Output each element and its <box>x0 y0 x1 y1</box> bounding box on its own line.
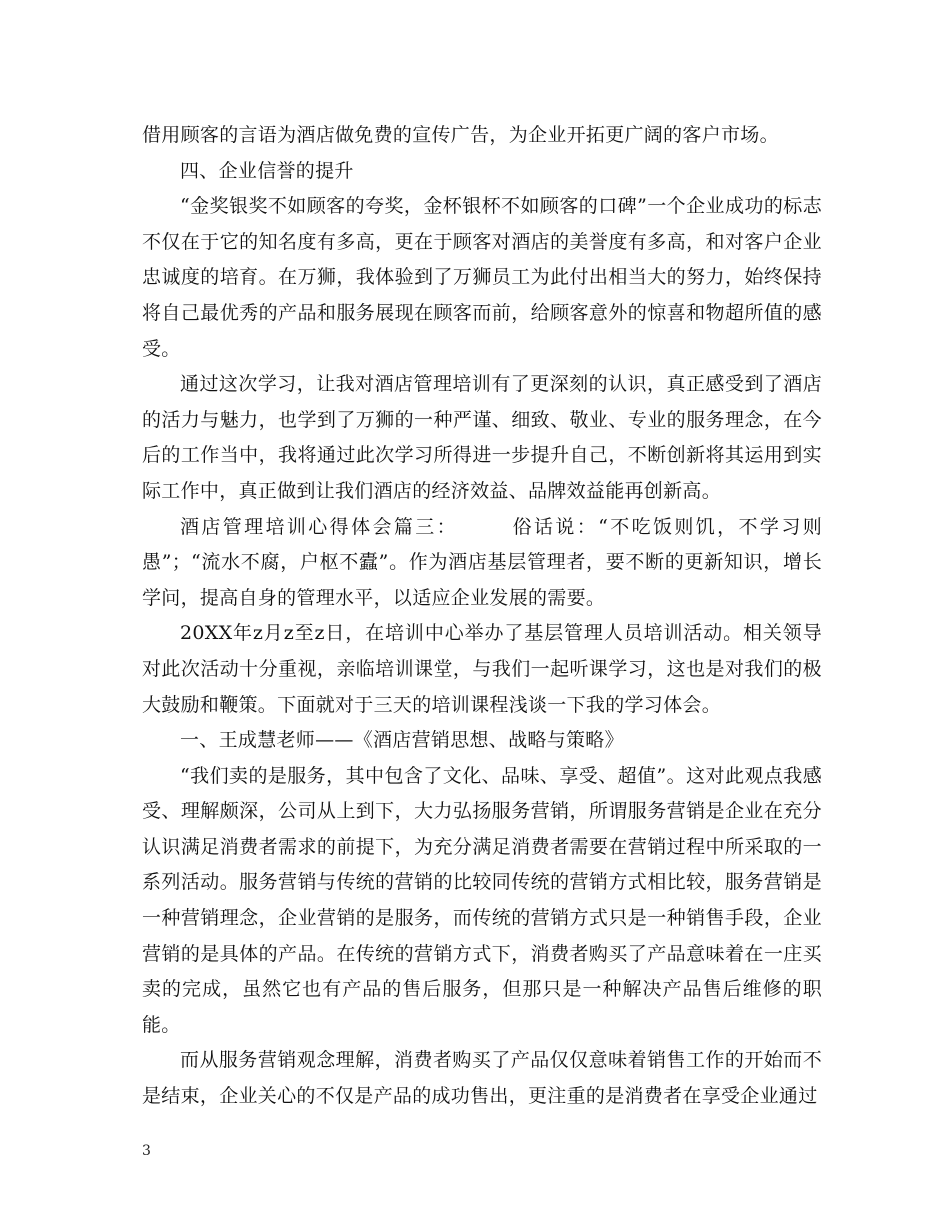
document-body <box>142 118 822 1115</box>
paragraph: 借用顾客的言语为酒店做免费的宣传广告，为企业开拓更广阔的客户市场。 <box>142 124 779 146</box>
section-heading: 四、企业信誉的提升 <box>180 159 354 182</box>
paragraph: 20XX年z月z至z日，在培训中心举办了基层管理人员培训活动。相关领导对此次活动十分重视，亲临培训课堂，与我们一起听课学习，这也是对我们的极大鼓励和鞭策。下面就对于三天的培训课程浅谈一下我的学习体会。 <box>142 622 822 716</box>
page-number: 3 <box>142 1143 151 1159</box>
paragraph: 而从服务营销观念理解，消费者购买了产品仅仅意味着销售工作的开始而不是结束，企业关心的不仅是产品的成功售出，更注重的是消费者在享受企业通过 <box>142 1049 822 1108</box>
paragraph: “我们卖的是服务，其中包含了文化、品味、享受、超值”。这对此观点我感受、理解颇深，公司从上到下，大力弘扬服务营销，所谓服务营销是企业在充分认识满足消费者需求的前提下，为充分满足消费者需要在营销过程中所采取的一系列活动。服务营销与传统的营销的比较同传统的营销方式相比较，服务营销是一种营销理念，企业营销的是服务，而传统的营销方式只是一种销售手段，企业营销的是具体的产品。在传统的营销方式下，消费者购买了产品意味着在一庄买卖的完成，虽然它也有产品的售后服务，但那只是一种解决产品售后维修的职能。 <box>142 764 822 1036</box>
paragraph: 通过这次学习，让我对酒店管理培训有了更深刻的认识，真正感受到了酒店的活力与魅力，也学到了万狮的一种严谨、细致、敬业、专业的服务理念，在今后的工作当中，我将通过此次学习所得进一步提升自己，不断创新将其运用到实际工作中，真正做到让我们酒店的经济效益、品牌效益能再创新高。 <box>142 373 822 502</box>
paragraph: 酒店管理培训心得体会篇三： 俗话说：“不吃饭则饥，不学习则愚”；“流水不腐，户枢不蠹”。作为酒店基层管理者，要不断的更新知识，增长学问，提高自身的管理水平，以适应企业发展的需要。 <box>142 515 822 609</box>
paragraph: “金奖银奖不如顾客的夸奖，金杯银杯不如顾客的口碑”一个企业成功的标志不仅在于它的知名度有多高，更在于顾客对酒店的美誉度有多高，和对客户企业忠诚度的培育。在万狮，我体验到了万狮员工为此付出相当大的努力，始终保持将自己最优秀的产品和服务展现在顾客而前，给顾客意外的惊喜和物超所值的感受。 <box>142 195 822 360</box>
section-heading: 一、王成慧老师——《酒店营销思想、战略与策略》 <box>180 729 624 752</box>
